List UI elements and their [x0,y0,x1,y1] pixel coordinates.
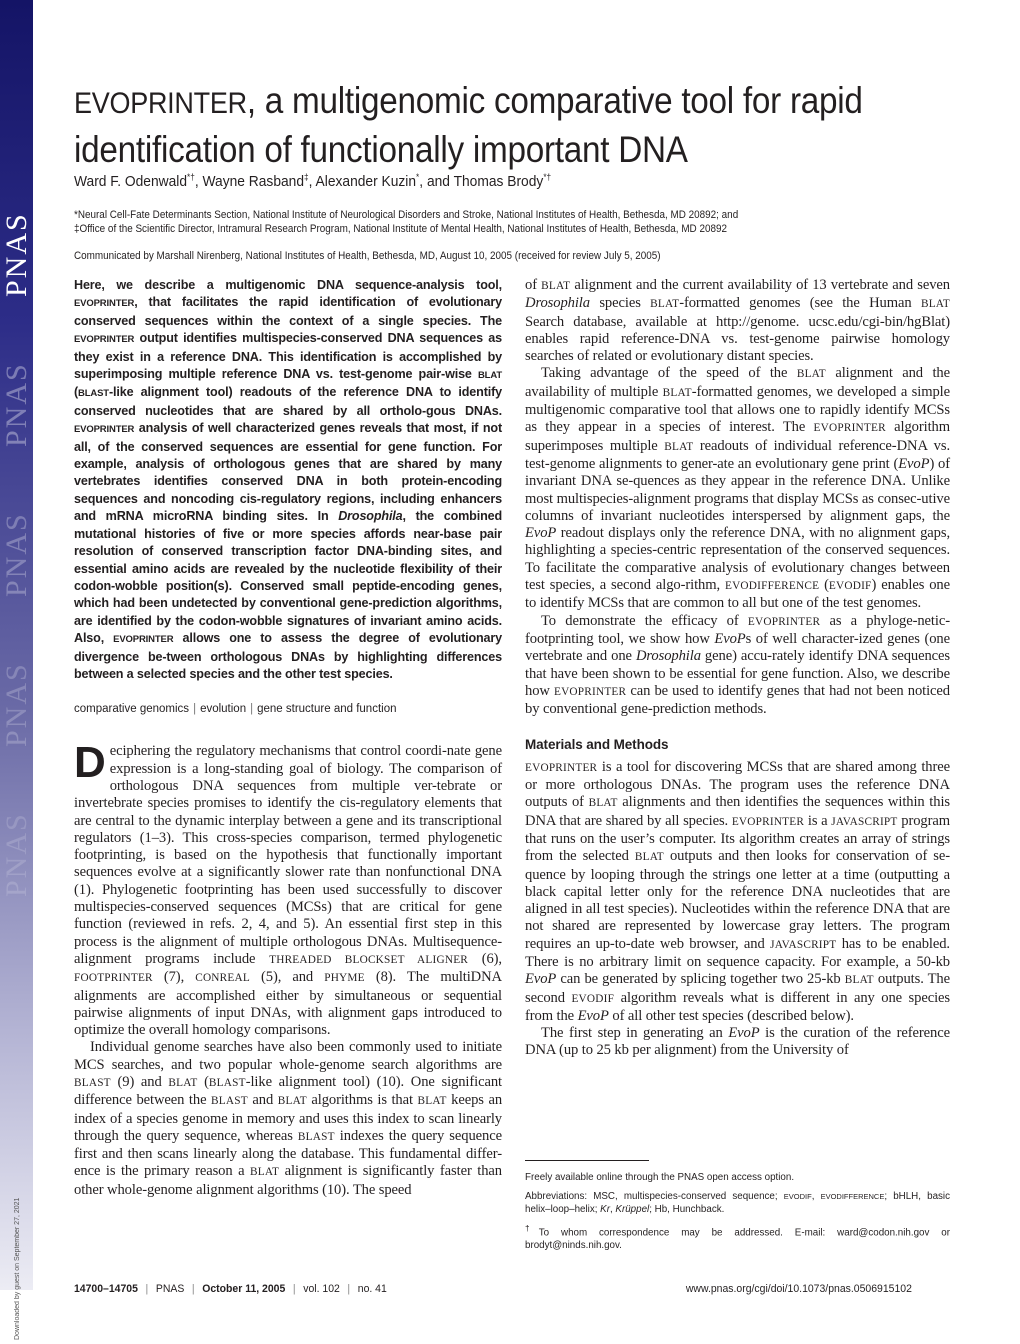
smallcaps-term: BLAT [664,440,694,453]
doi-link[interactable]: www.pnas.org/cgi/doi/10.1073/pnas.0506915102 [685,1283,912,1295]
smallcaps-term: EVOPRINTER [813,422,886,435]
footer-separator: | [191,1283,195,1295]
journal-name: PNAS [155,1283,185,1295]
smallcaps-term: BLAT [277,1095,307,1108]
text-run: To demonstrate the efficacy of [541,612,748,629]
footer-separator: | [347,1283,351,1295]
text-run: of [525,277,542,293]
text-run: , [811,1191,821,1202]
pnas-watermark-word: PNAS [0,812,33,898]
text-run: is a tool for discovering MCSs that are shared among three or more orthologous DNAs. The program uses the reference DNA outputs of [525,758,950,811]
right-column [525,277,950,1060]
text-run: indexes the query sequence first and then scans linearly along the database. This fundamental differ-ence is the primary reason a [74,1127,502,1180]
author-separator: , [308,173,316,190]
footnote-divider [525,1160,649,1161]
italic-term: EvoP [525,971,557,988]
text-run: gene) accu-rately identify DNA sequences that have been shown to be essential for gene function. Also, we describe how [525,648,950,699]
italic-term: EvoP [577,1007,609,1024]
smallcaps-term: PHYME [324,972,365,985]
text-run: alignments and then identifies the sequences within this DNA that are shared by all species. [525,794,950,829]
author-list [74,172,551,190]
smallcaps-term: BLAT [920,298,950,311]
text-run: algorithms is that [306,1092,418,1109]
smallcaps-term: EVOPRINTER [525,761,598,774]
footer-separator: | [145,1283,149,1295]
abbreviations-note [525,1190,950,1216]
drop-cap: D [74,738,106,788]
text-run: keeps an index of a species genome in memory and uses this index to scan linearly through the query sequence, whereas [74,1092,503,1144]
dagger-mark: † [525,1224,539,1233]
text-run: (7), [152,969,196,986]
text-run: is the curation of the reference DNA (up to 25 kb per alignment) from the University of [525,1025,950,1059]
italic-term: EvoP [714,630,746,647]
italic-term: Krüppel [615,1204,650,1215]
download-note: Downloaded by guest on September 27, 2021 [14,1197,21,1340]
author-marks: * [416,172,420,182]
text-run: as a phyloge-netic-footprinting tool, we show how [525,612,950,647]
text-run: (8). The multiDNA alignments are accomplished either by simultaneous or sequential pairwise alignments of input DNAs, with alignment gaps introduced to optimize the overall homology comparisons. [74,969,503,1039]
communicated-by: Communicated by Marshall Nirenberg, National Institutes of Health, Bethesda, MD, August 10, 2005 (received for review July 5, 2005) [74,250,661,262]
footnotes [525,1171,950,1258]
author-marks: *† [543,172,552,182]
text-run: (5), and [249,969,325,986]
text-run: outputs. The second [525,971,951,1006]
author-separator: , [194,173,203,190]
text-run: Individual genome searches have also been commonly used to initiate MCS searches, and two popular whole-genome search algorithms are [74,1039,502,1073]
text-run: algorithm reveals what is different in any one species from the [525,989,950,1024]
smallcaps-term: EVOPRINTER [113,634,174,646]
smallcaps-term: BLAT [250,1166,280,1179]
smallcaps-term: BLAST [74,1076,111,1089]
body-paragraph [74,738,503,1039]
pnas-logo-word: PNAS [0,212,33,298]
smallcaps-term: BLAST [211,1095,248,1108]
text-run: eciphering the regulatory mechanisms that control coordi-nate gene expression is a long-standing goal of biology. The comparison of orthologous DNA sequences from multiple ver-tebrate or invertebrate species promises to identify the cis-regulatory elements that are central to the dynamic interplay between a gene and its transcriptional regulators (1–3). This cross-species comparison, termed phylogenetic footprinting, is based on the hypothesis that functionally important sequences evolve at a significantly slower rate than nonfunctional DNA (1). Phylogenetic footprinting has been used successfully to discover multispecies-conserved sequences (MCSs) that are critical for gene function (reviewed in refs. 2, 4, and 5). An essential first step in this process is the alignment of multiple orthologous DNAs. Multisequence-alignment programs include [74,743,502,967]
issue-number: no. 41 [357,1283,387,1295]
text-run: Abbreviations: MSC, multispecies-conserved sequence; [525,1191,784,1202]
smallcaps-term: THREADED BLOCKSET ALIGNER [269,953,469,966]
text-run: , the combined mutational histories of five or more species affords near-base pair resolution of conserved transcription factor DNA-binding sites, and essential amino acids are revealed by the nucleotide flexibility of their codon-wobble position(s). Conserved small peptide-encoding genes, which had been undetected by conventional gene-prediction algorithms, are identified by the codon-wobble signatures of invariant amino acids. Also, [74,509,503,646]
smallcaps-term: EVOPRINTER [553,685,627,698]
text-run: can be generated by splicing together two 25-kb [556,971,845,988]
title-tool-name: EVOPRINTER [74,87,247,120]
smallcaps-term: EVODIF [783,1192,812,1201]
smallcaps-term: EVODIFFERENCE [724,580,820,593]
text-run: s of well character-ized genes (one vertebrate and one [525,630,950,665]
author-separator: , and [419,173,454,190]
keyword: evolution [200,703,247,716]
smallcaps-term: CONREAL [195,972,250,985]
smallcaps-term: BLAT [634,851,664,864]
smallcaps-term: BLAST [208,1076,246,1089]
body-paragraph [525,277,950,365]
keywords [74,703,502,715]
text-run: readout displays only the reference DNA, with no alignment gaps, highlighting a species-centric representation of the conserved sequences. To facilitate the comparative analysis of evolutionary changes between test species, a second algo-rithm, [525,525,950,594]
author-marks: *† [187,172,195,182]
pnas-watermark-word: PNAS [0,512,33,598]
author-name: Thomas Brody [453,173,544,190]
text-run: can be used to identify genes that had not been noticed by conventional gene-prediction methods. [525,682,950,718]
text-run: output identifies multispecies-conserved DNA sequences as they exist in a reference DNA. This identification is accomplished by superimposing multiple reference DNA vs. test-genome pair-wise [74,331,502,382]
italic-term: Drosophila [338,509,403,524]
smallcaps-term: BLAT [796,368,826,381]
text-run: has to be enabled. There is no arbitrary limit on sequence capacity. For example, a 50-kb [525,935,950,970]
text-run: ( [197,1073,209,1090]
smallcaps-term: EVOPRINTER [74,334,135,346]
text-run: allows one to assess the degree of evolutionary divergence be-tween orthologous DNAs by highlighting differences between a selected species and the other test species. [74,631,503,681]
keyword: gene structure and function [257,703,397,716]
text-run: alignment is significantly faster than other whole-genome alignment algorithms (10). The speed [74,1163,502,1198]
section-heading-methods: Materials and Methods [525,737,669,753]
paragraph-text [74,738,503,1039]
smallcaps-term: BLAT [588,797,618,810]
italic-term: EvoP [728,1025,760,1042]
text-run: is a [804,812,832,829]
text-run: alignment and the current availability of 13 vertebrate and seven [570,277,950,293]
italic-term: Kr [600,1204,610,1215]
smallcaps-term: BLAT [168,1076,198,1089]
text-run: ; bHLH, basic helix–loop–helix; [525,1191,950,1215]
italic-term: EvoP [898,455,930,472]
smallcaps-term: BLAST [78,388,109,400]
abstract [74,277,502,683]
open-access-note: Freely available online through the PNAS open access option. [525,1172,795,1183]
keyword: comparative genomics [74,703,190,716]
italic-term: EvoP [525,525,557,542]
smallcaps-term: EVODIF [828,580,872,593]
article-title [74,78,965,173]
smallcaps-term: EVOPRINTER [747,615,821,628]
volume: vol. 102 [303,1283,340,1295]
title-line-2: identification of functionally important DNA [74,129,688,170]
smallcaps-term: JAVASCRIPT [831,815,898,828]
text-run: ) enables one to identify MCSs that are common to all but one of the test genomes. [525,577,950,612]
body-paragraph [525,759,950,1025]
smallcaps-term: EVOPRINTER [74,298,135,310]
text-run: -like alignment tool) readouts of the reference DNA to identify conserved nucleotides that are shared by all ortholo-gous DNAs. [74,385,502,418]
text-run: Taking advantage of the speed of the [541,365,797,382]
text-run: program that runs on the user’s computer. Its algorithm creates an array of strings from the selected [525,812,950,865]
pnas-watermark-word: PNAS [0,362,33,448]
affiliations [74,208,929,236]
text-run: Here, we describe a multigenomic DNA sequence-analysis tool, [74,278,502,292]
page-range: 14700–14705 [74,1283,138,1295]
text-run: of all other test species (described below). [608,1007,854,1024]
text-run: alignment and the availability of multiple [525,365,950,400]
text-run: ; Hb, Hunchback. [649,1204,725,1215]
text-run: , that facilitates the rapid identification of evolutionary conserved sequences within the context of a single species. The [74,295,502,328]
smallcaps-term: BLAT [844,974,874,987]
text-run: species [589,295,651,312]
text-run: readouts of individual reference-DNA vs. test-genome alignments to gener-ate an evolutionary gene print ( [525,437,950,472]
smallcaps-term: EVOPRINTER [731,815,805,828]
keyword-separator: | [250,703,254,716]
italic-term: Drosophila [635,648,701,665]
correspondence-note [525,1222,950,1252]
pnas-watermark-word: PNAS [0,662,33,748]
left-column [74,277,502,1199]
text-run: , [609,1204,616,1215]
text-run: ( [819,577,829,594]
author-marks: ‡ [304,172,309,182]
smallcaps-term: BLAT [417,1095,447,1108]
affiliation-2: ‡Office of the Scientific Director, Intramural Research Program, National Institute of Mental Health, National Institutes of Health, Bethesda, MD 20892 [74,223,727,235]
body-paragraph [525,365,950,612]
keyword-separator: | [193,703,197,716]
text-run: Search database, available at http://genome. ucsc.edu/cgi-bin/hgBlat) enables rapid reference-DNA vs. test-genome pairwise homology searches of related or evolutionary distant species. [525,313,950,365]
text-run: (6), [468,950,502,967]
introduction [74,738,503,1199]
text-run: outputs and then looks for conservation of se-quence by looping through the strings one letter at a time (outputting a black capital letter only for the reference DNA nucleotides that are aligned in all test species). Nucleotides within the reference DNA that are not shared are represented by lowercase gray letters. The program requires an up-to-date web browser, and [525,848,950,952]
author-name: Alexander Kuzin [315,173,417,190]
text-run: -like alignment tool) (10). One significant difference between the [74,1073,502,1109]
text-run: ( [74,385,79,400]
correspondence-text: To whom correspondence may be addressed. E-mail: ward@codon.nih.gov or brodyt@ninds.nih.gov. [525,1227,950,1252]
body-paragraph [74,1039,502,1199]
title-line-1: , a multigenomic comparative tool for rapid [246,80,863,121]
issue-date: October 11, 2005 [202,1283,286,1295]
smallcaps-term: BLAT [662,386,692,399]
smallcaps-term: BLAT [650,298,680,311]
text-run: (9) and [110,1073,169,1090]
affiliation-1: *Neural Cell-Fate Determinants Section, National Institute of Neurological Disorders and Stroke, National Institutes of Health, Bethesda, MD 20892; and [74,209,739,221]
italic-term: Drosophila [525,295,590,312]
smallcaps-term: BLAST [297,1130,335,1143]
text-run: analysis of well characterized genes reveals that most, if not all, of the conserved sequences are essential for gene function. For example, analysis of orthologous genes that are shared by many vertebrates identifies conserved DNA in both protein-encoding sequences and noncoding cis-regulatory regions, including enhancers and mRNA microRNA binding sites. In [74,421,502,524]
journal-sidebar [0,0,33,1290]
footer-separator: | [292,1283,296,1295]
smallcaps-term: EVODIFFERENCE [820,1192,885,1201]
text-run: algorithm superimposes multiple [525,419,950,454]
author-name: Wayne Rasband [202,173,305,190]
smallcaps-term: EVOPRINTER [74,424,135,436]
citation-info [74,1283,387,1295]
text-run: -formatted genomes, we developed a simple multigenomic comparative tool that allows one to rapidly identify MCSs as they appear in a species of interest. The [525,383,950,436]
text-run: -formatted genomes (see the Human [679,295,921,312]
smallcaps-term: EVODIF [571,992,615,1005]
page-footer [74,1283,912,1295]
text-run: ) of invariant DNA se-quences as they appear in the reference DNA. Unlike most multispecies-alignment programs that display MCSs as consec-utive columns of invariant nucleotides interspersed by alignment gaps, the [525,455,950,524]
text-run: The first step in generating an [541,1025,729,1042]
author-name: Ward F. Odenwald [74,173,188,190]
smallcaps-term: BLAT [541,280,571,292]
body-paragraph [525,1025,950,1060]
pnas-logo-watermark [0,0,33,1000]
text-run: and [247,1092,278,1109]
smallcaps-term: BLAT [477,370,502,382]
smallcaps-term: JAVASCRIPT [770,938,837,951]
smallcaps-term: FOOTPRINTER [74,972,153,985]
body-paragraph [525,613,950,719]
